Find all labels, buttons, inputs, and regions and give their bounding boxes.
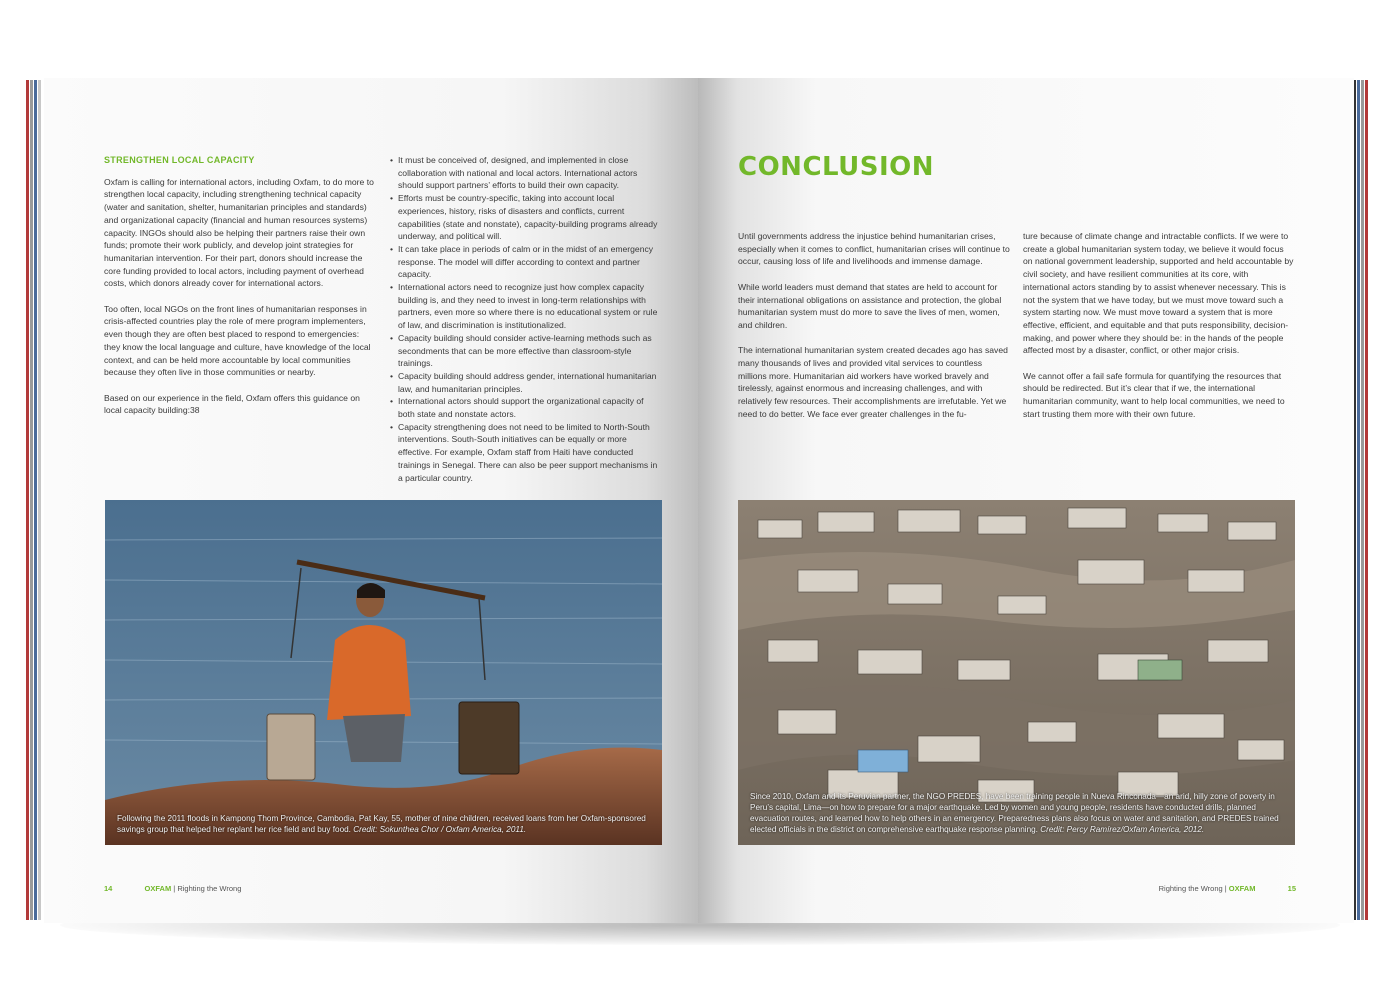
photo-caption xyxy=(117,813,650,835)
left-page-edge-stripes xyxy=(26,80,44,920)
footer-title: Righting the Wrong | xyxy=(1158,884,1229,893)
bullet-item: • International actors need to recognize just how complex capacity building is, and they need to invest in long-term relationships with partners, even more so where there is no educational system or rule of law, and discrimination is institutionalized. xyxy=(390,281,662,332)
bullet-item: • Capacity building should consider active-learning methods such as secondments that can be more effective than classroom-style trainings. xyxy=(390,332,662,370)
caption-text: Following the 2011 floods in Kampong Thom Province, Cambodia, Pat Kay, 55, mother of nine children, received loans from her Oxfam-sponsored savings group that helped her replant her rice field and buy food. xyxy=(117,814,646,834)
left-column-2 xyxy=(390,154,662,484)
paragraph: Based on our experience in the field, Oxfam offers this guidance on local capacity building:38 xyxy=(104,392,360,416)
page-number: 15 xyxy=(1287,884,1296,893)
cambodia-water-carrier-photo xyxy=(105,500,662,845)
bullet-item: • It can take place in periods of calm or in the midst of an emergency response. The model will differ according to context and partner capacity. xyxy=(390,243,662,281)
section-subhead: STRENGTHEN LOCAL CAPACITY xyxy=(104,155,255,165)
paragraph: Too often, local NGOs on the front lines of humanitarian responses in crisis-affected countries play the role of mere program implementers, even though they are often best placed to respond to emergencies: they know the local language and culture, have knowledge of the local context, and can be held more accountable by local communities because they often live in those communities or nearby. xyxy=(104,303,371,378)
right-column-2 xyxy=(1023,230,1295,433)
left-page xyxy=(44,78,698,923)
page-number: 14 xyxy=(104,884,113,893)
photo-caption xyxy=(750,791,1283,835)
right-page xyxy=(698,78,1354,923)
paragraph: Until governments address the injustice behind humanitarian crises, especially when it comes to conflict, humanitarian crises will continue to occur, causing loss of life and livelihoods and immense damage. xyxy=(738,231,1010,267)
caption-text: Since 2010, Oxfam and its Peruvian partner, the NGO PREDES, have been training people in Nueva Rinconada—an arid, hilly zone of poverty in Peru’s capital, Lima—on how to prepare for a major earthquake. Led by women and young people, residents have conducted drills, planned evacuation routes, and learned how to help others in an emergency. Preparedness plans also focus on water and sanitation, and PREDES trained elected officials in the district on comprehensive earthquake response planning. xyxy=(750,792,1279,834)
paragraph: We cannot offer a fail safe formula for quantifying the resources that should be redirected. But it’s clear that if we, the international humanitarian community, want to help local communities, we need to start trusting them more with their own future. xyxy=(1023,370,1285,419)
right-page-edge-stripes xyxy=(1353,80,1371,920)
caption-credit: Credit: Percy Ramírez/Oxfam America, 2012. xyxy=(1040,825,1205,834)
left-page-footer xyxy=(104,884,241,893)
bullet-item: • Efforts must be country-specific, taking into account local experiences, history, risks of disasters and conflicts, current capabilities (state and nonstate), capacity-building programs already underway, and political will. xyxy=(390,192,662,243)
left-column-1 xyxy=(104,154,376,430)
guidance-bullet-list xyxy=(390,154,662,484)
footer-title: | Righting the Wrong xyxy=(171,884,242,893)
bullet-item: • Capacity building should address gender, international humanitarian law, and humanitarian principles. xyxy=(390,370,662,395)
bullet-item: • International actors should support the organizational capacity of both state and nonstate actors. xyxy=(390,395,662,420)
paragraph: The international humanitarian system created decades ago has saved many thousands of lives and provided vital services to countless millions more. Humanitarian aid workers have worked bravely and tirelessly, against enormous and increasing challenges, and with relatively few resources. Their accomplishments are irrefutable. Yet we need to do better. We face ever greater challenges in the fu- xyxy=(738,345,1008,419)
footer-brand: OXFAM xyxy=(144,884,172,893)
caption-credit: Credit: Sokunthea Chor / Oxfam America, 2011. xyxy=(353,825,527,834)
paragraph: While world leaders must demand that states are held to account for their international obligations on assistance and protection, the global humanitarian system must do more to save the lives of men, women, and children. xyxy=(738,281,1002,330)
photo-illustration xyxy=(105,500,662,845)
peru-hillside-settlement-photo xyxy=(738,500,1295,845)
conclusion-heading: CONCLUSION xyxy=(738,152,935,182)
right-column-1 xyxy=(738,230,1010,433)
paragraph: ture because of climate change and intractable conflicts. If we were to create a global humanitarian system today, we believe it would focus on national government leadership, supported and held accountable by civil society, and have resilient communities at its core, with international actors standing by to assist whenever necessary. This is not the system that we have today, but we must move toward such a system starting now. We must move toward a system that is more effective, efficient, and equitable and that puts responsibility, decision-making, and power where they should be: in the hands of the people affected most by a disaster, conflict, or other major crisis. xyxy=(1023,231,1294,356)
bullet-item: • It must be conceived of, designed, and implemented in close collaboration with national and local actors. International actors should support partners’ efforts to build their own capacity. xyxy=(390,154,662,192)
bullet-item: • Capacity strengthening does not need to be limited to North-South interventions. South-South initiatives can be equally or more effective. For example, Oxfam staff from Haiti have conducted trainings in Senegal. There can also be peer support mechanisms in a particular country. xyxy=(390,421,662,485)
footer-brand: OXFAM xyxy=(1228,884,1256,893)
right-page-footer xyxy=(1159,884,1296,893)
paragraph: Oxfam is calling for international actors, including Oxfam, to do more to strengthen local capacity, including strengthening technical capacity (water and sanitation, shelter, humanitarian principles and standards) and organizational capacity (financial and human resources systems) capacity. INGOs should also be helping their partners raise their own funds; promote their work publicly, and develop joint strategies for humanitarian intervention. For their part, donors should increase the core funding provided to local actors, including payment of overhead costs, which donors already cover for international actors. xyxy=(104,176,374,289)
